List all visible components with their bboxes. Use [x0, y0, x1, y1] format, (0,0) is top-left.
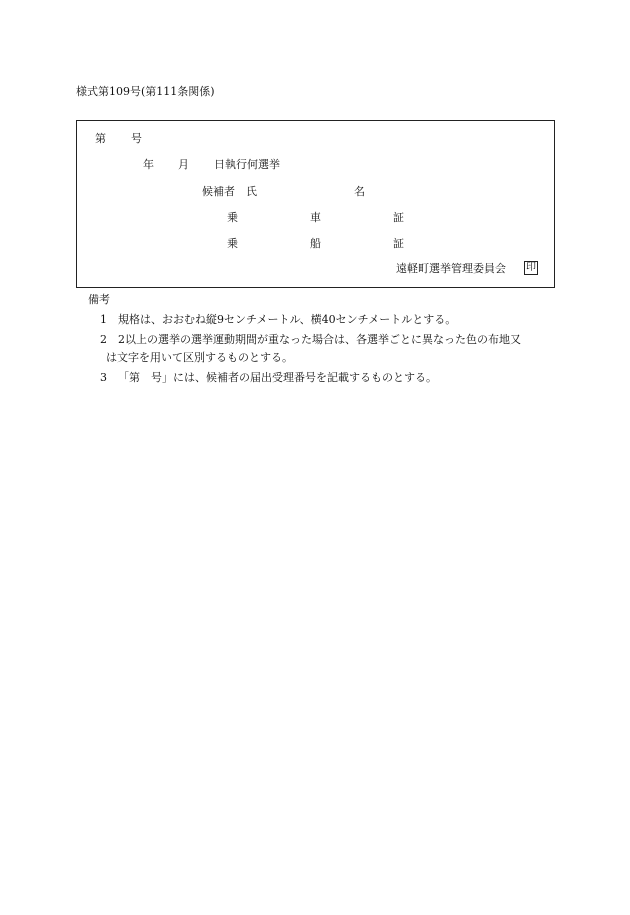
- note-number-2: 2: [100, 333, 107, 346]
- seal-stamp: 印: [526, 262, 536, 273]
- date-day-election-label: 日執行何選挙: [214, 158, 280, 171]
- candidate-name-suffix: 名: [354, 185, 365, 198]
- issuer-name: 遠軽町選挙管理委員会: [396, 262, 506, 275]
- card-number-suffix: 号: [131, 132, 142, 145]
- date-year-label: 年: [143, 158, 154, 171]
- note-text-1: 規格は、おおむね縦9センチメートル、横40センチメートルとする。: [118, 313, 457, 326]
- boarding-vehicle-char-1: 乗: [227, 211, 238, 224]
- boarding-vessel-char-1: 乗: [227, 237, 238, 250]
- card-number-prefix: 第: [95, 132, 106, 145]
- candidate-name-label: 候補者 氏: [202, 185, 257, 198]
- boarding-vehicle-char-2: 車: [310, 211, 321, 224]
- form-title: 様式第109号(第111条関係): [76, 85, 215, 98]
- boarding-vessel-char-3: 証: [393, 237, 404, 250]
- note-number-1: 1: [100, 313, 107, 326]
- boarding-vessel-char-2: 船: [310, 237, 321, 250]
- boarding-vehicle-char-3: 証: [393, 211, 404, 224]
- note-text-2: 2以上の選挙の選挙運動期間が重なった場合は、各選挙ごとに異なった色の布地又: [118, 333, 521, 346]
- date-month-label: 月: [178, 158, 189, 171]
- notes-heading: 備考: [88, 293, 110, 306]
- note-number-3: 3: [100, 371, 107, 384]
- note-text-2-continuation: は文字を用いて区別するものとする。: [106, 351, 293, 364]
- note-text-3: 「第 号」には、候補者の届出受理番号を記載するものとする。: [118, 371, 437, 384]
